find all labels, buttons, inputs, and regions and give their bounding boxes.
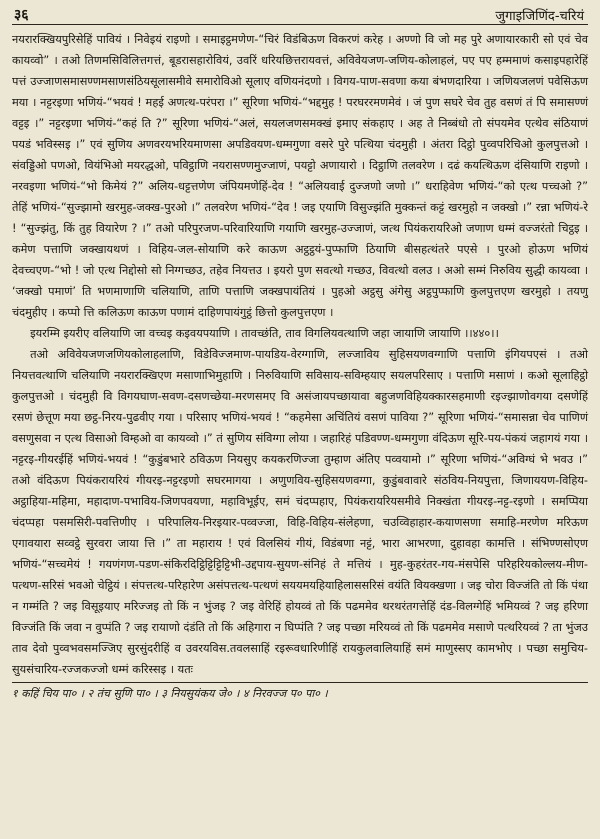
paragraph-1: नयरारक्खियपुरिसेहिं पावियं । निवेइयं राइणो । समाइट्ठमणेण-“चिरं विडंबिऊण विकरणं करेह । अण्णो वि जो मह पुरे अणायारकारी सो एवं चेव कायव्वो” । तओ तिणमसिविलित्तगत्तं, बूडरासहारोवियं, उवरिं धरियछित्तरायवत्तं, अविवेयजण-जणिय-कोलाहलं, पए पए हम्ममाणं कसाइपहारेहिं पत्तं उज्जाणसमासण्णमसाणसंठियसूलासमीवे समारोविओ सूलाए वणियनंदणो । विगय-पाण-सवणा कया बंभणदारिया । जणियजलणं पवेसिऊण मया । नट्टरइणा भणियं-“भयवं ! महई अणत्थ-परंपरा ।” सूरिणा भणियं-“भद्दमुह ! परघररमणमेवं । जं पुण सघरे चेव तुह वसणं तं पि समासण्णं वट्टइ ।” नट्टरइणा भणियं-“कहं ति ?” सूरिणा भणियं-“अलं, सयलजणसमक्खं इमाए संकहाए । अह ते निब्बंधो तो संपयमेव एत्थेव संठियाणं पयडं भविस्सइ ।” एवं सुणिय अणवरयभरियमाणसा अपडिवयण-धम्मगुणा वसरे पुरे पत्थिया चंदमुही । अंतरा दिट्ठो पुव्वपरिचिओ कुलपुत्तओ । संवड्डिओ पणओ, वियंभिओ मयरद्धओ, पविट्ठाणि नयरासण्णमुज्जाणं, पयट्टो अणायारो । दिट्ठाणि तलवरेण । दढं कयत्थिऊण दंसियाणि राइणो । नरवइणा भणियं-“भो किमेयं ?” अलिय-धट्टत्तणेण जंपियमणेहिं-देव ! “अलियवाई दुज्जणो जणो ।” धराहिवेण भणियं-“को एत्थ पच्चओ ?” तेहिं भणियं-“सुज्झामो खरमुह-जक्ख-पुरओ ।” तलवरेण भणियं-“देव ! जइ एयाणि विसुज्झंति मुक्कन्तं कट्टं खरमुहो न जक्खो ।” रन्ना भणियं-रे ! “सुज्झंतु, किं तुह वियारेण ? ।” तओ परिपुरजण-परिवारियाणि गयाणि खरमुह-उज्जाणं, जत्थ पियंकरायरिओ जणाण धम्मं वज्जरंतो चिट्ठइ । कमेण पत्ताणि जक्खायथणं । विहिय-जल-सोयाणि करे काऊण अट्ठट्ठयं-पुप्फाणि ठियाणि बीसहत्थंतरे पएसे । पुरओ होऊण भणियं देवच्चएण-“भो ! जो एत्थ निद्दोसो सो निग्गच्छउ, तहेव नियत्तउ । इयरो पुण सवत्थो गच्छउ, विवत्थो वलउ । अओ सम्मं निरुविय सुद्धी कायव्वा । ‘जक्खो पमाणं’ ति भणमाणाणि चलियाणि, ताणि पत्ताणि जक्खपायंतियं । पुहओ अट्ठसु अंगेसु अट्ठपुप्फाणि कुलपुत्तएण खरमुहो । तयणु चंदमुहीए । कप्पो त्ति कलिऊण काऊण पणामं दाहिणपायंगुट्ठं छित्तो कुलपुत्तएण ।: [12, 33, 588, 319]
footnotes: १ कहिं चिय पा० । २ तंच सुणि पा० । ३ नियसुयंकय जे० । ४ निरवज्ज प० पा० ।: [12, 687, 328, 700]
body-text: [12, 29, 588, 680]
running-title: जुगाइजिणिंद-चरियं: [495, 9, 584, 24]
page-header: [12, 4, 588, 25]
verse-440: इयरम्मि इयरीए वलियाणि जा वच्चइ कइवयपयाणि । तावच्छंति, ताव विगलियवत्थाणि जहा जायाणि जायाणि ।।४४०।।: [30, 327, 499, 340]
paragraph-2: तओ अविवेयजणजणियकोलाहलाणि, विडेविज्जमाण-पायडिय-वेरग्गाणि, लज्जाविय सुहिसयणवग्गाणि पत्ताणि इंगियपएसं । तओ नियत्तवत्थाणि चलियाणि नयरारक्खिएण मसाणाभिमुहाणि । निरुवियाणि सविसाय-सविम्हयाए सयलपरिसाए । पत्ताणि मसाणं । कओ सूलाहिट्ठो कुलपुत्तओ । चंदमुही वि विगयघाण-सवण-दसणच्छेया-मरणसमए वि असंजायपच्छायावा बहुजणविहियक्कारसहमाणी रइज्झाणोवगया दसणेहिं रसणं छेत्तूण मया छट्ठ-निरय-पुढवीए गया । परिसाए भणियं-भयवं ! “कहमेसा अचिंतियं वसणं पाविया ?” सूरिणा भणियं-“समासन्ना चेव पाणिणं वसणुसवा न एत्थ विसाओ विम्हओ वा कायव्वो ।” तं सुणिय संविग्गा लोया । जहारिहं पडिवण्ण-धम्मगुणा वंदिऊण सूरि-पय-पंकयं जहागयं गया । नट्टरइ-गीयरईहिं भणियं-भयवं ! “कुडुंबभारे ठविऊण नियसुए कयकरणिज्जा तुम्हाण अंतिए पव्वयामो ।” सूरिणा भणियं-“अविग्घं भे भवउ ।” तओ वंदिऊण पियंकरायरियं गीयरइ-नट्टरइणो सघरमागया । अणुणविय-सुहिसयणवग्गा, कुडुंबवावारे संठविय-नियपुत्ता, जिणाययण-विहिय-अट्ठाहिया-महिमा, महादाण-पभाविय-जिणपवयणा, महाविभूईए, समं चंदप्पहाए, पियंकरायरियसमीवे निक्खंता गीयरइ-नट्ट-रइणो । समप्पिया चंदप्पहा पसमसिरी-पवत्तिणीए । परिपालिय-निरइयार-पव्वज्जा, विहि-विहिय-संलेहणा, चउव्विहाहार-कयाणसणा समाहि-मरणेण मरिऊण एगावयारा सव्वट्ठे सुरवरा जाया त्ति ।” ता महाराय ! एवं विलसियं गीयं, विडंबणा नट्टं, भारा आभरणा, दुहावहा कामत्ति । संभिण्णसोएण भणियं-“सच्चमेयं ! गयणंगण-पडण-संकिरदिट्ठिट्टिट्टिट्टिभी-उद्दपाय-सुयण-संनिहं ते मत्तियं । मुह-कुहरंतर-गय-मंसपेसि परिहरियकोल्लय-मीण-पत्थण-सरिसं भवओ चेट्ठियं । संपत्तत्थ-परिहारेण असंपत्तत्थ-पत्थणं सययमयहियाहिलाससरिसं वयंति वियक्खणा । जइ चोरा विज्जंति तो किं पंथा न गम्मंति ? जइ विसूइयाए मरिज्जइ तो किं न भुंजइ ? जइ वेरिहिं होयव्वं तो किं पढममेव थरथरंतगत्तेहिं दंड-विलग्गेहिं भमियव्वं ? जइ हरिणा विज्जंति किं जवा न वुप्पंति ? जइ रायाणो दंडंति तो किं अहिगारा न घिप्पंति ? जइ पच्छा मरियव्वं तो किं पढममेव मसाणे पत्थरियव्वं ? ता भुंजउ ताव देवो पुव्वभवसमज्जिए सुरसुंदरीहिं व उवरयविस.तवलसाहिं रइरूवधारिणीहिं रायकुलवालियाहिं समं माणुस्सए कामभोए । पच्छा समुचिय-सुयसंचारिय-रज्जकज्जो धम्मं करिस्सइ । यतः: [12, 348, 588, 676]
page-number: ३६: [14, 7, 29, 23]
